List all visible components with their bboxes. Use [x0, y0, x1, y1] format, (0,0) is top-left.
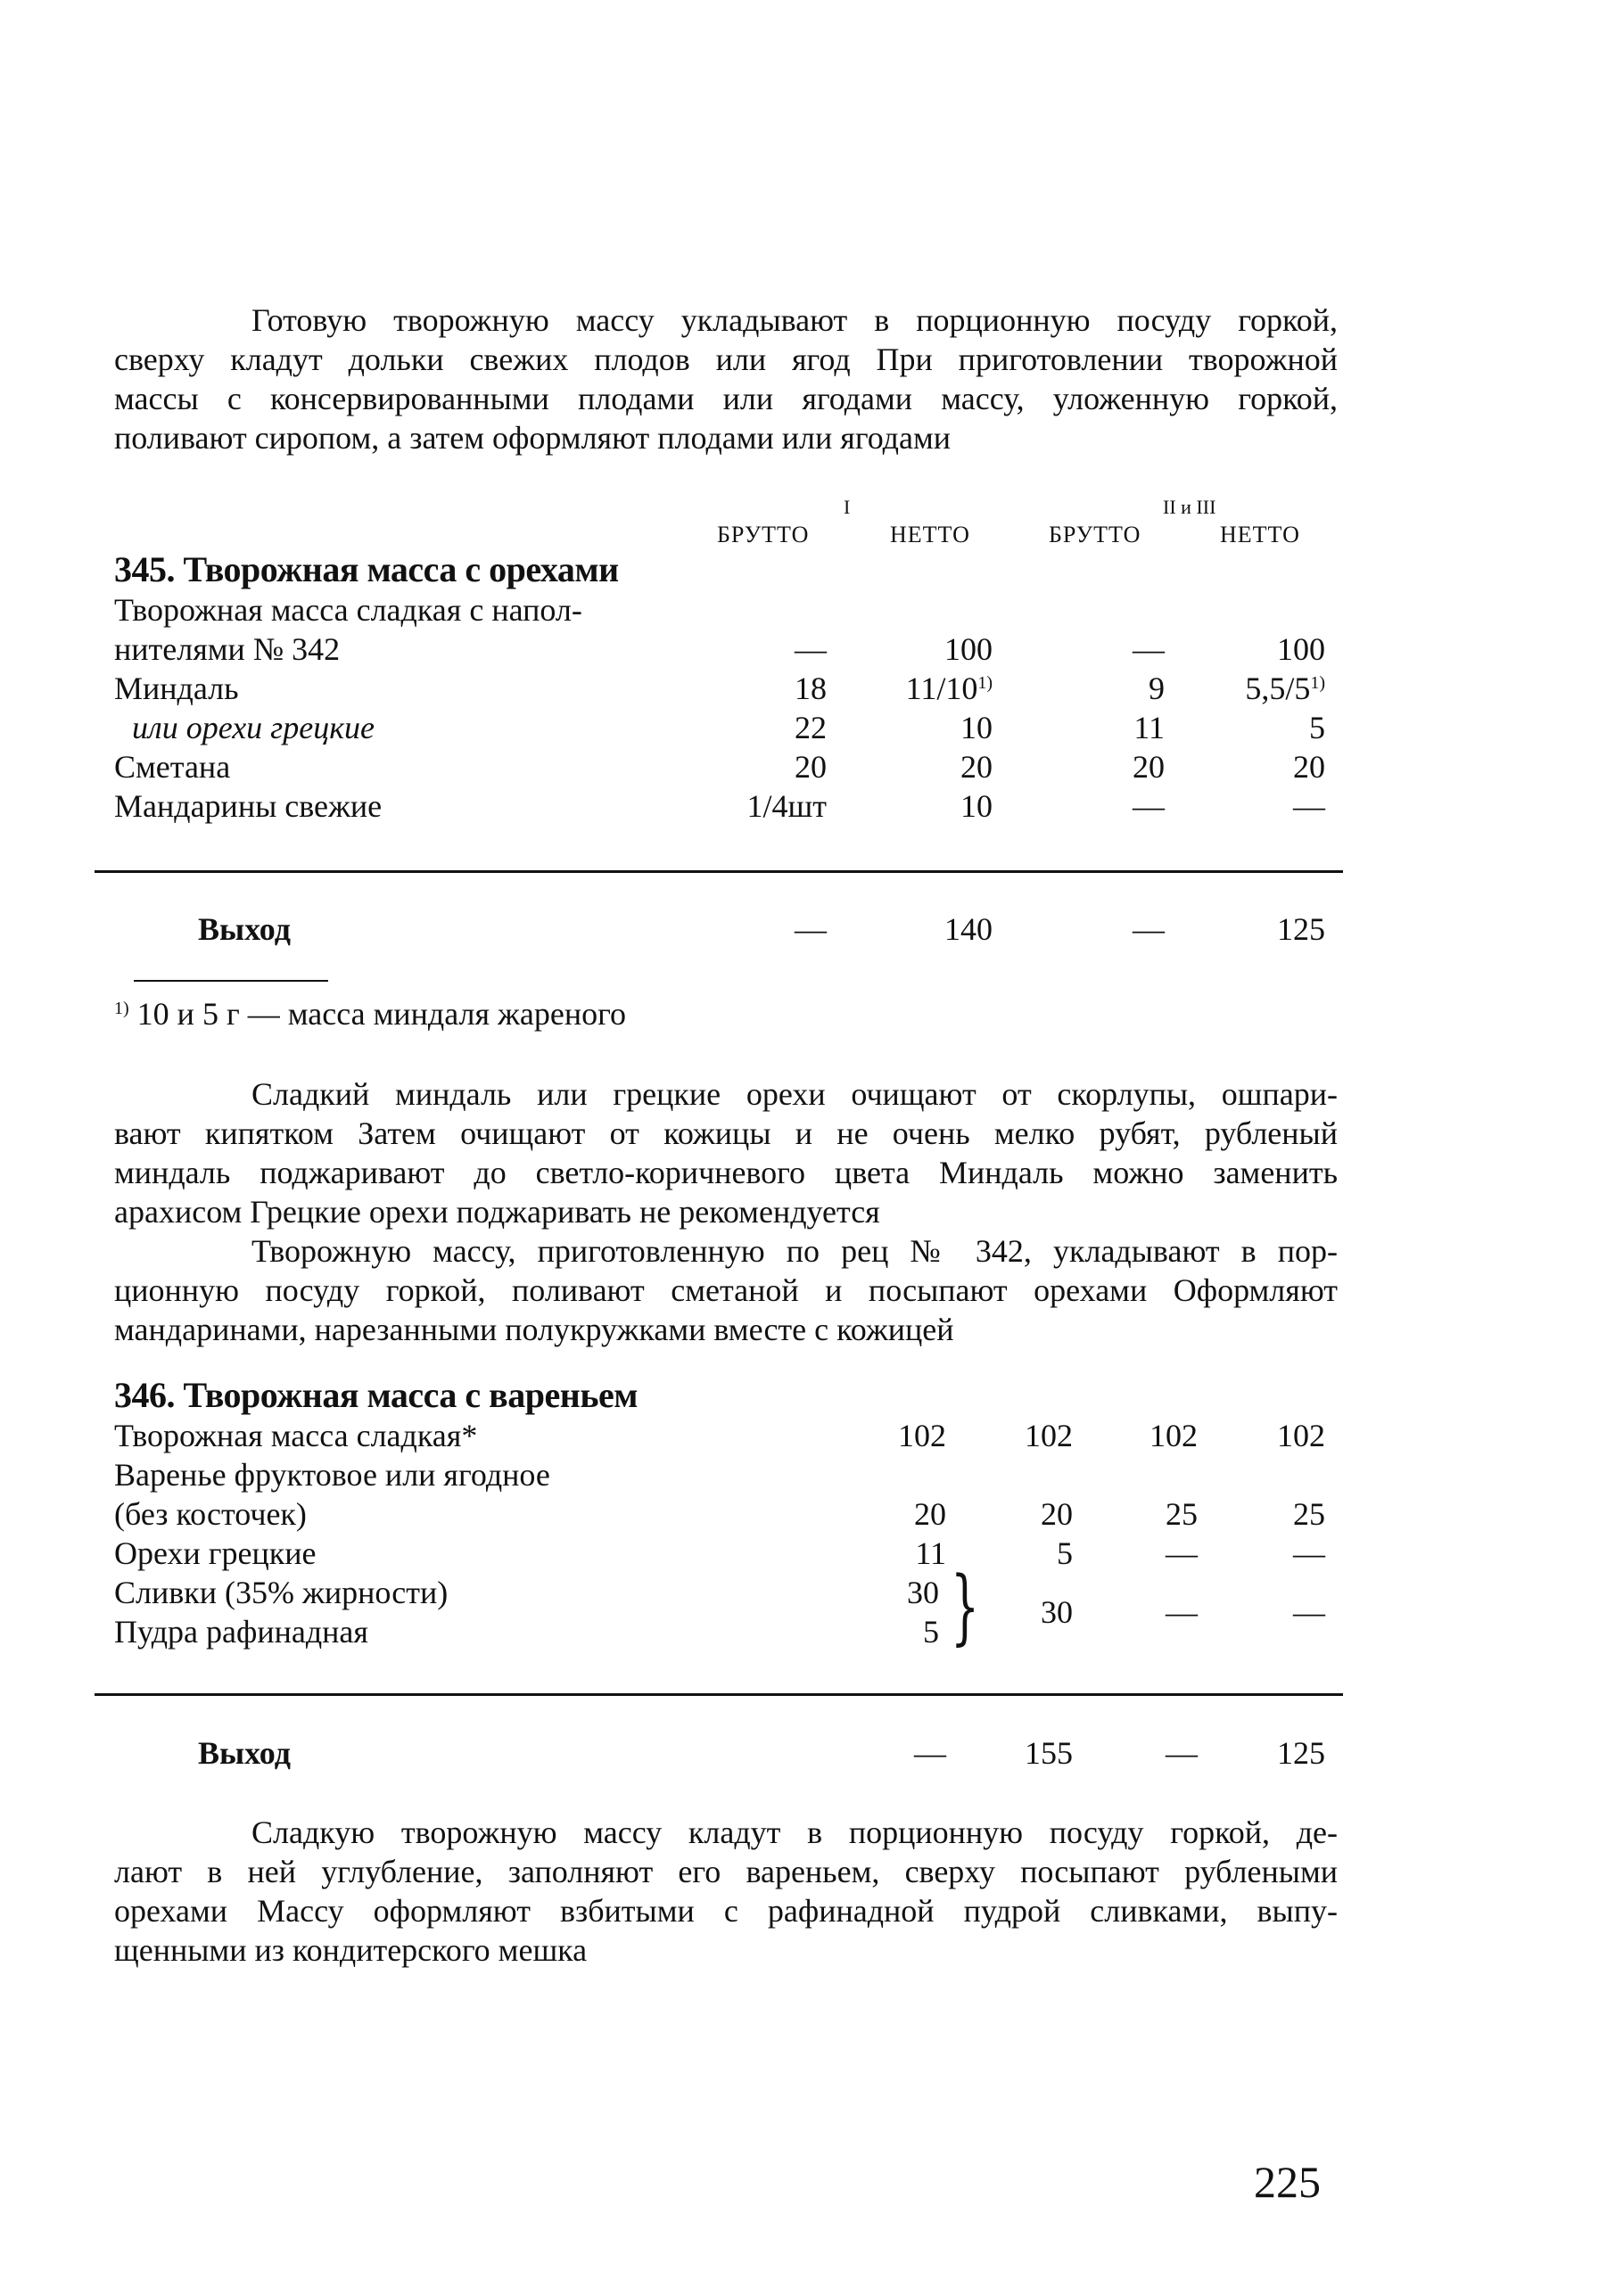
- intro-paragraph: [114, 300, 1338, 457]
- curly-brace-icon: }: [951, 1559, 980, 1654]
- value-cell: 20: [960, 749, 993, 785]
- text-line: ционную посуду горкой, поливают сметаной и посыпают орехами Оформляют: [114, 1272, 1338, 1308]
- value-cell: 5: [1309, 710, 1325, 745]
- value-cell: 10: [960, 710, 993, 745]
- ingredient-name: Миндаль: [114, 671, 239, 706]
- col-netto-2-header: НЕТТО: [1220, 522, 1300, 547]
- ingredient-name: Творожная масса сладкая*: [114, 1418, 478, 1453]
- ingredient-name: (без косточек): [114, 1496, 307, 1532]
- value-cell: 11: [1133, 710, 1165, 745]
- value-cell: 102: [898, 1418, 946, 1453]
- footnote-mark: 1): [1310, 673, 1325, 693]
- page-number: 225: [1254, 2157, 1321, 2207]
- value-cell: 100: [944, 631, 993, 667]
- value-cell: 10: [960, 788, 993, 824]
- ingredient-name: Сметана: [114, 749, 231, 785]
- value-cell: —: [1293, 788, 1325, 824]
- value-cell: —: [1166, 1594, 1198, 1630]
- output-value: 140: [944, 911, 993, 947]
- ingredient-name: нителями № 342: [114, 631, 341, 667]
- method-paragraph-3: [114, 1813, 1338, 1970]
- group-2-header: II и III: [1163, 496, 1216, 518]
- value-cell: 102: [1025, 1418, 1073, 1453]
- value-cell: [868, 670, 993, 707]
- output-value: 125: [1277, 911, 1325, 947]
- value-cell: 1/4шт: [746, 788, 827, 824]
- value-cell: 18: [795, 671, 827, 706]
- ingredient-name: или орехи грецкие: [132, 710, 375, 745]
- value-cell: 20: [1041, 1496, 1073, 1532]
- output-value: 125: [1277, 1735, 1325, 1771]
- intro-line: Готовую творожную массу укладывают в порционную посуду горкой,: [251, 302, 1338, 338]
- col-netto-1-header: НЕТТО: [890, 522, 970, 547]
- output-value: —: [914, 1735, 946, 1771]
- table-rule: [95, 870, 1343, 873]
- footnote-mark: 1): [977, 673, 993, 693]
- footnote: [114, 995, 626, 1033]
- value-text: 5,5/5: [1245, 671, 1311, 706]
- intro-line: сверху кладут дольки свежих плодов или ягод При приготовлении творожной: [114, 342, 1338, 377]
- text-line: лают в ней углубление, заполняют его вареньем, сверху посыпают рублеными: [114, 1854, 1338, 1889]
- value-cell: 25: [1166, 1496, 1198, 1532]
- ingredient-name: Орехи грецкие: [114, 1535, 317, 1571]
- value-cell: 9: [1149, 671, 1165, 706]
- value-text: 11/10: [905, 671, 978, 706]
- ingredient-name: Сливки (35% жирности): [114, 1575, 449, 1610]
- value-cell: 100: [1277, 631, 1325, 667]
- method-paragraph-2: [114, 1231, 1338, 1349]
- footnote-mark: 1): [114, 999, 129, 1018]
- value-cell: —: [1133, 631, 1165, 667]
- value-cell: 11: [915, 1535, 946, 1571]
- value-cell: 20: [1133, 749, 1165, 785]
- value-cell: 102: [1149, 1418, 1198, 1453]
- value-cell: —: [1166, 1535, 1198, 1571]
- output-label: Выход: [198, 911, 291, 947]
- method-paragraph-1: [114, 1074, 1338, 1231]
- ingredient-name: Творожная масса сладкая с напол-: [114, 592, 582, 628]
- value-cell: 30: [907, 1575, 939, 1610]
- ingredient-name: Мандарины свежие: [114, 788, 383, 824]
- table-rule: [95, 1693, 1343, 1696]
- output-value: 155: [1025, 1735, 1073, 1771]
- footnote-text: 10 и 5 г — масса миндаля жареного: [136, 996, 627, 1032]
- ingredient-name: Варенье фруктовое или ягодное: [114, 1457, 550, 1493]
- output-label: Выход: [198, 1735, 291, 1771]
- value-cell: —: [1133, 788, 1165, 824]
- value-cell: 22: [795, 710, 827, 745]
- text-line: мандаринами, нарезанными полукружками вместе с кожицей: [114, 1312, 954, 1347]
- value-cell: —: [1293, 1535, 1325, 1571]
- value-cell: 20: [914, 1496, 946, 1532]
- text-line: вают кипятком Затем очищают от кожицы и не очень мелко рубят, рубленый: [114, 1115, 1338, 1151]
- output-value: —: [795, 911, 827, 947]
- col-brutto-2-header: БРУТТО: [1049, 522, 1141, 547]
- value-cell: 20: [795, 749, 827, 785]
- intro-line: поливают сиропом, а затем оформляют плодами или ягодами: [114, 420, 952, 456]
- recipe-345-title: 345. Творожная масса с орехами: [114, 549, 619, 589]
- combined-value: 30: [1041, 1594, 1073, 1630]
- text-line: Сладкий миндаль или грецкие орехи очищают от скорлупы, ошпари-: [251, 1076, 1338, 1112]
- group-1-header: I: [844, 496, 851, 518]
- text-line: арахисом Грецкие орехи поджаривать не рекомендуется: [114, 1194, 880, 1230]
- text-line: Творожную массу, приготовленную по рец № 342, укладывают в пор-: [251, 1233, 1338, 1269]
- output-value: —: [1166, 1735, 1198, 1771]
- text-line: Сладкую творожную массу кладут в порционную посуду горкой, де-: [251, 1815, 1338, 1850]
- text-line: орехами Массу оформляют взбитыми с рафинадной пудрой сливками, выпу-: [114, 1893, 1338, 1929]
- value-cell: 102: [1277, 1418, 1325, 1453]
- value-cell: 5: [1057, 1535, 1073, 1571]
- recipe-346-title: 346. Творожная масса с вареньем: [114, 1375, 638, 1415]
- value-cell: —: [1293, 1594, 1325, 1630]
- ingredient-name: Пудра рафинадная: [114, 1614, 368, 1650]
- text-line: щенными из кондитерского мешка: [114, 1932, 588, 1968]
- footnote-rule: [134, 980, 328, 982]
- value-cell: [1200, 670, 1325, 707]
- output-value: —: [1133, 911, 1165, 947]
- value-cell: —: [795, 631, 827, 667]
- intro-line: массы с консервированными плодами или ягодами массу, уложенную горкой,: [114, 381, 1338, 416]
- value-cell: 5: [923, 1614, 939, 1650]
- text-line: миндаль поджаривают до светло-коричневого цвета Миндаль можно заменить: [114, 1155, 1338, 1190]
- value-cell: 25: [1293, 1496, 1325, 1532]
- value-cell: 20: [1293, 749, 1325, 785]
- col-brutto-1-header: БРУТТО: [717, 522, 810, 547]
